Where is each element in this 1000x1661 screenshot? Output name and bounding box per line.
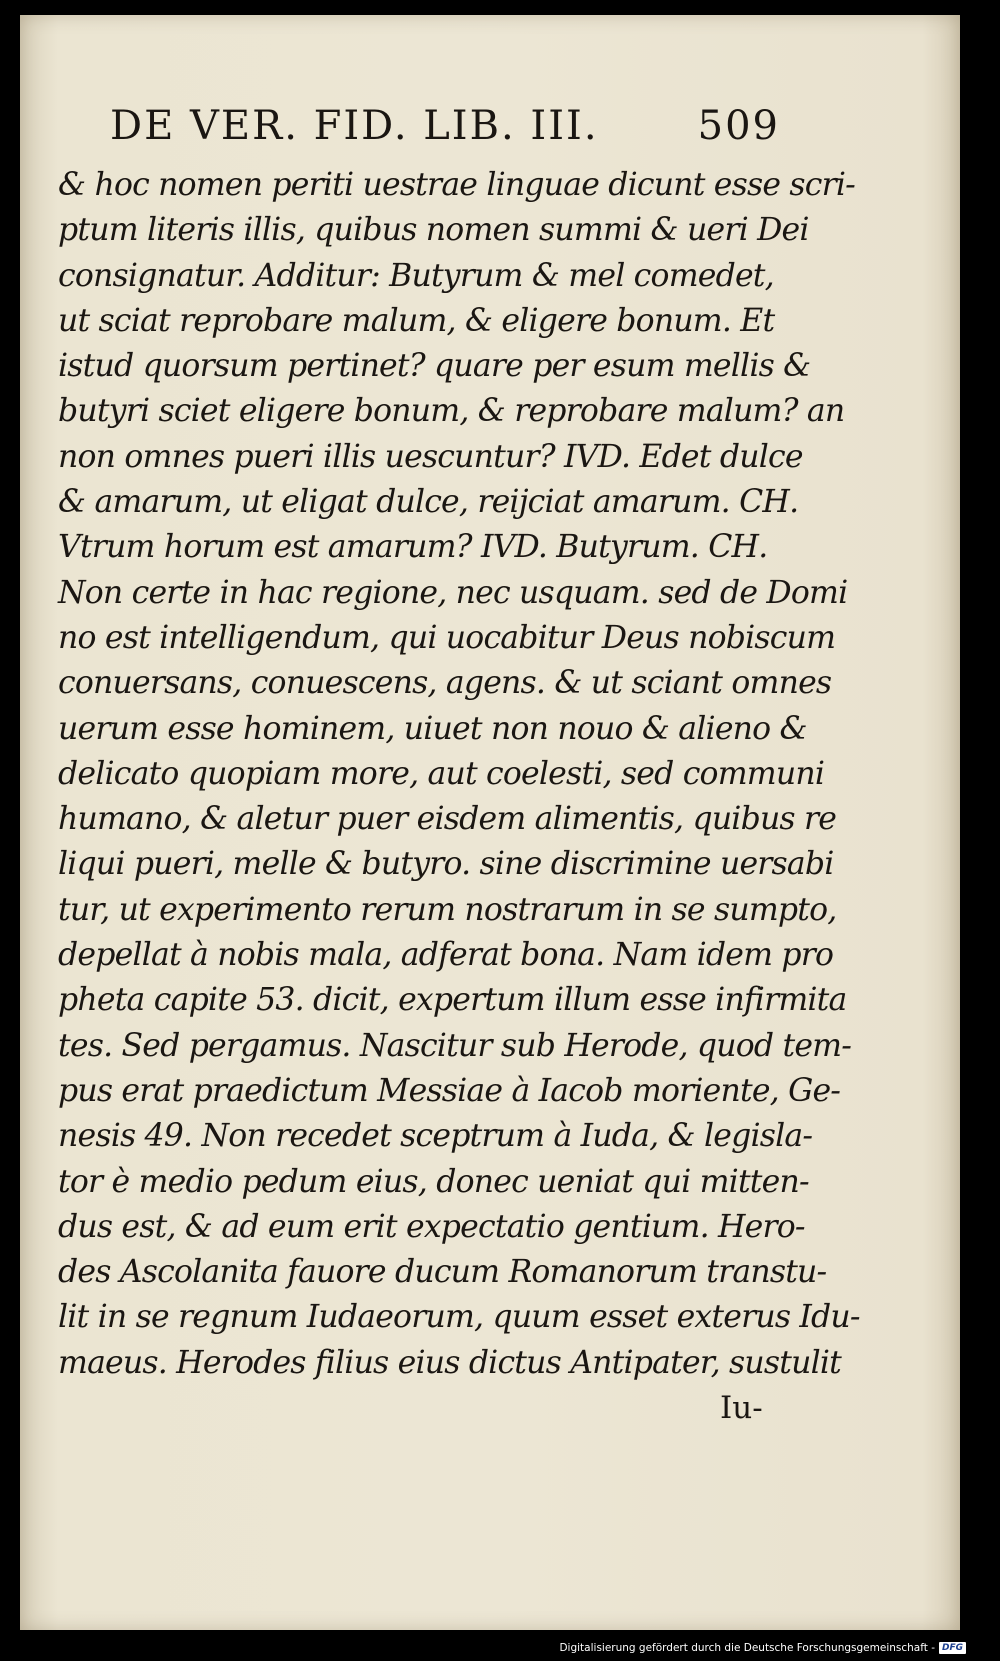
- text-line: pus erat praedictum Messiae à Iacob moriente, Ge-: [58, 1072, 841, 1109]
- text-line: istud quorsum pertinet? quare per esum mellis &: [58, 348, 811, 385]
- text-line: lit in se regnum Iudaeorum, quum esset exterus Idu-: [58, 1299, 860, 1336]
- text-line: liqui pueri, melle & butyro. sine discrimine uersabi: [58, 846, 834, 883]
- text-line: maeus. Herodes filius eius dictus Antipater, sustulit: [58, 1344, 842, 1381]
- text-line: nesis 49. Non recedet sceptrum à Iuda, & legisla-: [58, 1118, 813, 1155]
- text-line: Vtrum horum est amarum? IVD. Butyrum. CH.: [58, 529, 768, 566]
- text-line: uerum esse hominem, uiuet non nouo & alieno &: [58, 710, 807, 747]
- text-line: dus est, & ad eum erit expectatio gentium. Hero-: [58, 1208, 805, 1245]
- body-text: [58, 163, 860, 1386]
- text-line: & amarum, ut eligat dulce, reijciat amarum. CH.: [58, 484, 799, 521]
- text-line: delicato quopiam more, aut coelesti, sed communi: [58, 755, 825, 792]
- text-line: tor è medio pedum eius, donec ueniat qui mitten-: [58, 1163, 809, 1200]
- funding-credit-text: Digitalisierung gefördert durch die Deutsche Forschungsgemeinschaft -: [559, 1642, 935, 1654]
- text-line: consignatur. Additur: Butyrum & mel comedet,: [58, 257, 774, 294]
- text-line: humano, & aletur puer eisdem alimentis, quibus re: [58, 801, 837, 838]
- footer-credit: [559, 1641, 966, 1655]
- dfg-logo: DFG: [939, 1642, 966, 1654]
- text-line: non omnes pueri illis uescuntur? IVD. Edet dulce: [58, 438, 803, 475]
- text-line: pheta capite 53. dicit, expertum illum esse infirmita: [58, 982, 847, 1019]
- text-line: ptum literis illis, quibus nomen summi & ueri Dei: [58, 212, 809, 249]
- catchword: Iu-: [720, 1390, 763, 1426]
- page-number: 509: [697, 103, 780, 149]
- text-line: butyri sciet eligere bonum, & reprobare malum? an: [58, 393, 845, 430]
- text-line: tes. Sed pergamus. Nascitur sub Herode, quod tem-: [58, 1027, 852, 1064]
- text-line: no est intelligendum, qui uocabitur Deus nobiscum: [58, 619, 836, 656]
- text-line: depellat à nobis mala, adferat bona. Nam idem pro: [58, 937, 834, 974]
- text-line: Non certe in hac regione, nec usquam. sed de Domi: [58, 574, 848, 611]
- text-line: tur, ut experimento rerum nostrarum in se sumpto,: [58, 891, 837, 928]
- text-line: ut sciat reprobare malum, & eligere bonum. Et: [58, 302, 775, 339]
- page-header: [90, 103, 780, 163]
- text-line: des Ascolanita fauore ducum Romanorum transtu-: [58, 1254, 827, 1291]
- text-line: & hoc nomen periti uestrae linguae dicunt esse scri-: [58, 167, 856, 203]
- book-page: [20, 15, 960, 1630]
- running-head: DE VER. FID. LIB. III.: [110, 103, 599, 149]
- text-line: conuersans, conuescens, agens. & ut sciant omnes: [58, 665, 832, 702]
